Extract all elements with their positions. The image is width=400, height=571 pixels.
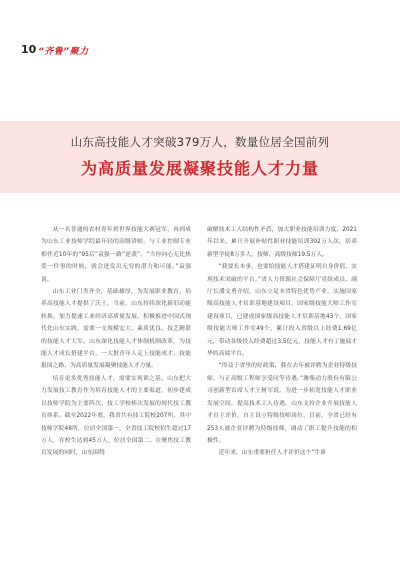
paragraph: 破解技术工人结构性矛盾，加大职业技能培训力度，2021年以来，累计开展补贴性职业技能培训302万人次，培养新型学徒8万多人，技师、高级技师19.5万人。 xyxy=(207,227,357,258)
paragraph: “我要长本事，也要给技能人才搭建证明自身价值、实现技术突破的平台。”省人力资源社会保障厅党组成员、副厅长潘文勇介绍，山东立足本省特色优势产业，实施国家级高技能人才培训基地建设项目，国家级技能大师工作室建设项目，已建成国家级高技能人才培训基地43个，国家级技能大师工作室49个，累计投入省级以上经费1.69亿元，带动各级投入经费超过3.5亿元，技能人才有了施展才华的高端平台。 xyxy=(207,264,357,358)
paragraph: 培育更多优秀技能人才，需要实现训之基。山东把大力发展技工教育作为培育技能人才的主要渠道，初步建成以技师学院为主要阵次、技工学校棒次发展的现代技工教育体系。截至2022年底，我省共有技工院校207所，其中技师学院48所，位居全国第一，全省技工院校招生超过17万人，在校生达到45万人，位居全国第二。在聚焦技工教育发展的同时，山东围绕 xyxy=(41,375,191,457)
paragraph: “得益于省里的好政策，我在去年被评聘为企业特级技师，与正高级工程师享受同等待遇。”潍柴动力股份有限公司创新型首席人才王树军说。为进一步拓宽技能人才职业发展空间，提高技术工人待遇，山东支持企业开展技能人才自主评价，自主设立特级技师岗位，目前，全省已经有253人被企业评聘为特级技师，调动了职工提升技能的积极性。 xyxy=(207,363,357,444)
paragraph: 从一名普通的农村青年到世界技能大赛冠军，再到成为山东工业技师学院最年轻的高级讲师，与工业控制专业相伴近10年的“95后”袁强一路“逆袭”。“当你向心无比热爱一件事的时候，就会迸发出无穷的潜力和可能。”袁强说。 xyxy=(41,227,191,283)
left-column xyxy=(41,224,191,460)
page-number: 10 xyxy=(21,43,37,56)
article-subtitle: 山东高技能人才突破379万人，数量位居全国前列 xyxy=(70,135,330,149)
paragraph: 近年来，山东重要担任人才评价这个“牛鼻 xyxy=(218,450,326,457)
article-headline: 为高质量发展凝聚技能人才力量 xyxy=(80,159,319,178)
paragraph: 山东工业门类齐全，基础雄厚，为发展职业教育，培养高技能人才提供了沃土。当前，山东持续深化新旧动能转换，加力提速工业经济高质量发展，积极推进中国式现代化山东实践，需要一支规模宏大、素质优良、技艺精湛的技能人才大军。山东深化技能人才体制机制改革，为技能人才成长搭建平台，一大批青年人走上技能成才、技能报国之路，为高质量发展凝聚技能人才力量。 xyxy=(41,289,191,370)
section-tag: “齐鲁”聚力 xyxy=(38,47,89,57)
right-column xyxy=(207,224,357,460)
